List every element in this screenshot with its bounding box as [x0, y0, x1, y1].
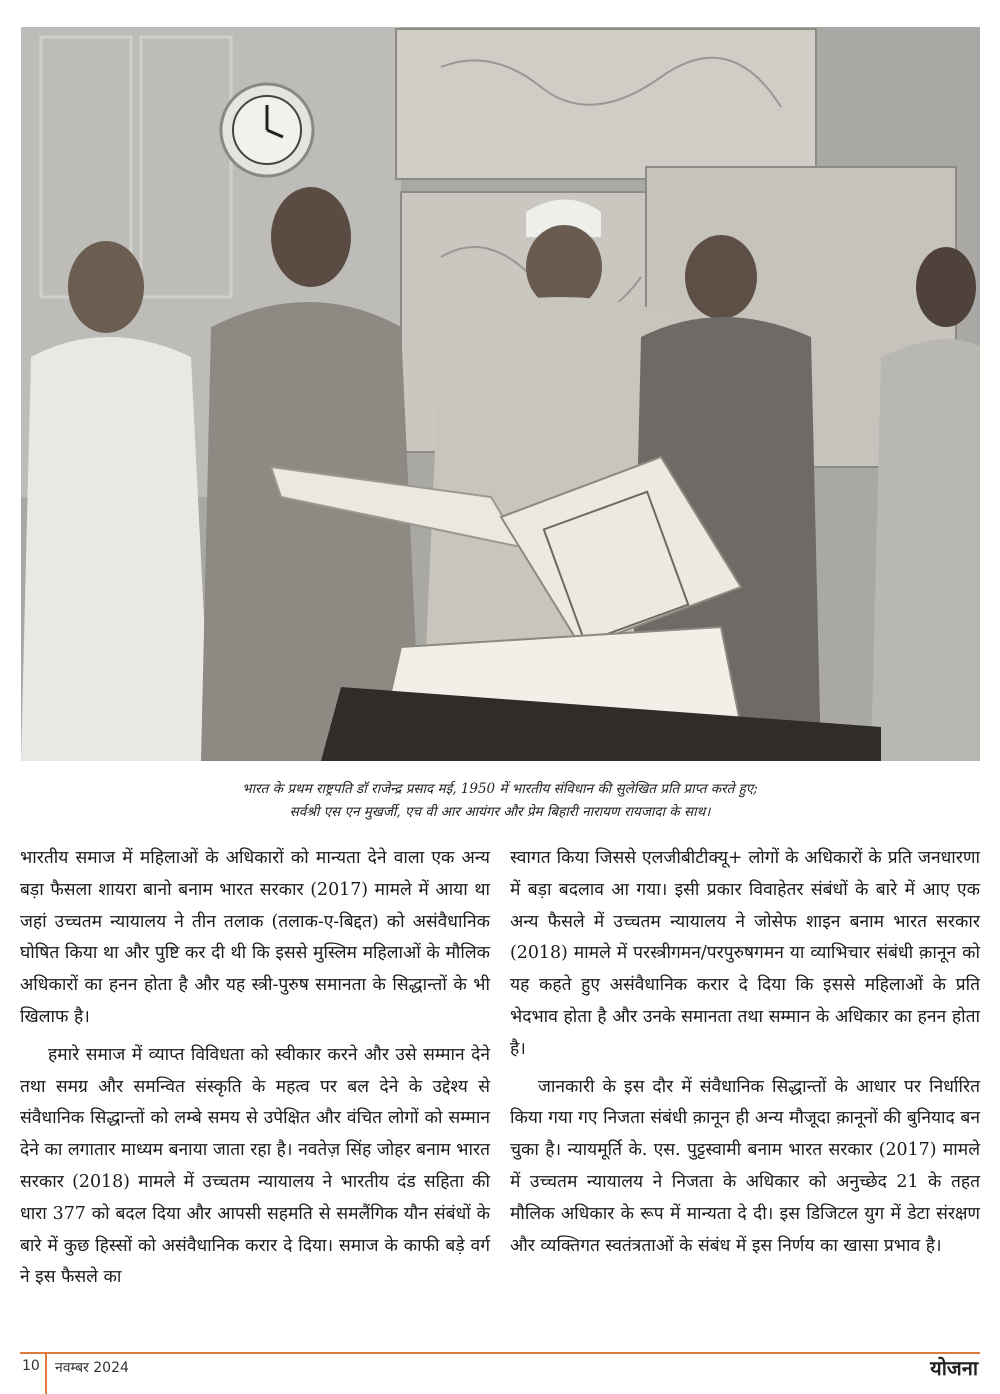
- caption-line-2: सर्वश्री एस एन मुखर्जी, एच वी आर आयंगर और प्रेम बिहारी नारायण रायजादा के साथ।: [289, 804, 711, 820]
- left-column: [20, 843, 490, 1300]
- footer-divider: [45, 1352, 47, 1394]
- left-paragraph-2: हमारे समाज में व्याप्त विविधता को स्वीकार करने और उसे सम्मान देने तथा समग्र और समन्वित संस्कृति के महत्व पर बल देने के उद्देश्य से संवैधानिक सिद्धान्तों को लम्बे समय से उपेक्षित और वंचित लोगों को सम्मान देने का लगातार माध्यम बनाया जाता रहा है। नवतेज़ सिंह जोहर बनाम भारत सरकार (2018) मामले में उच्चतम न्यायालय ने भारतीय दंड सहिता की धारा 377 को बदल दिया और आपसी सहमति से समलैंगिक यौन संबंधों के बारे में कुछ हिस्सों को असंवैधानिक करार दे दिया। समाज के काफी बड़े वर्ग ने इस फैसले का: [20, 1044, 490, 1288]
- photo-caption: [40, 778, 960, 824]
- page-number: 10: [22, 1358, 40, 1374]
- magazine-name: योजना: [930, 1356, 978, 1380]
- issue-date: नवम्बर 2024: [55, 1360, 129, 1376]
- right-paragraph-1: स्वागत किया जिससे एलजीबीटीक्यू+ लोगों के अधिकारों के प्रति जनधारणा में बड़ा बदलाव आ गया। इसी प्रकार विवाहेतर संबंधों के बारे में आए एक अन्य फैसले में उच्चतम न्यायालय ने जोसेफ शाइन बनाम भारत सरकार (2018) मामले में परस्त्रीगमन/परपुरुषगमन या व्याभिचार संबंधी क़ानून को यह कहते हुए असंवैधानिक करार दे दिया कि इससे महिलाओं के प्रति भेदभाव होता है और उनके समानता तथा सम्मान के अधिकार का हनन होता है।: [510, 848, 980, 1059]
- clock-icon: [221, 84, 313, 176]
- right-paragraph-2: जानकारी के इस दौर में संवैधानिक सिद्धान्तों के आधार पर निर्धारित किया गया गए निजता संबंधी क़ानून ही अन्य मौजूदा क़ानूनों की बुनियाद बन चुका है। न्यायमूर्ति के. एस. पुट्टस्वामी बनाम भारत सरकार (2017) मामले में उच्चतम न्यायालय ने निजता के अधिकार को अनुच्छेद 21 के तहत मौलिक अधिकार के रूप में मान्यता दे दी। इस डिजिटल युग में डेटा संरक्षण और व्यक्तिगत स्वतंत्रताओं के संबंध में इस निर्णय का खासा प्रभाव है।: [510, 1076, 980, 1256]
- photograph-illustration: [21, 27, 980, 761]
- footer-rule: [20, 1352, 980, 1354]
- caption-line-1: भारत के प्रथम राष्ट्रपति डॉ राजेन्द्र प्रसाद मई, 1950 में भारतीय संविधान की सुलेखित प्रति प्राप्त करते हुए;: [242, 781, 758, 797]
- historical-photograph: [21, 27, 980, 761]
- right-column: [510, 843, 980, 1268]
- left-paragraph-1: भारतीय समाज में महिलाओं के अधिकारों को मान्यता देने वाला एक अन्य बड़ा फैसला शायरा बानो बनाम भारत सरकार (2017) मामले में आया था जहां उच्चतम न्यायालय ने तीन तलाक (तलाक-ए-बिद्दत) को असंवैधानिक घोषित किया था और पुष्टि कर दी थी कि इससे मुस्लिम महिलाओं के मौलिक अधिकारों का हनन होता है और यह स्त्री-पुरुष समानता के सिद्धान्तों के भी खिलाफ है।: [20, 848, 490, 1027]
